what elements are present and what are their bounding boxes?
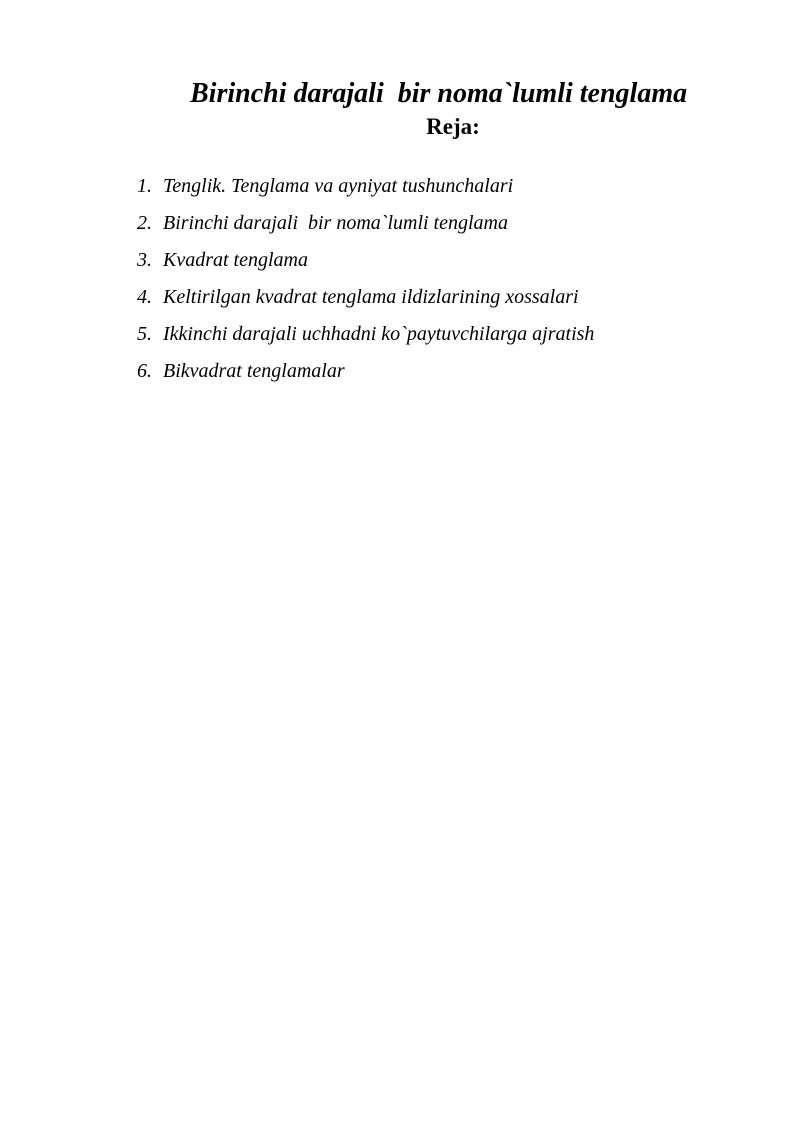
- plan-item: [137, 316, 594, 353]
- plan-item-number: 4.: [137, 286, 152, 308]
- plan-item-text: Tenglik. Tenglama va ayniyat tushunchalari: [163, 175, 514, 197]
- plan-item: [137, 279, 594, 316]
- plan-item-text: Bikvadrat tenglamalar: [163, 360, 345, 382]
- plan-item-text: Ikkinchi darajali uchhadni ko`paytuvchilarga ajratish: [163, 323, 595, 345]
- plan-item-text: Kvadrat tenglama: [163, 249, 308, 271]
- plan-item: [137, 205, 594, 242]
- plan-item: [137, 242, 594, 279]
- plan-item-text: Keltirilgan kvadrat tenglama ildizlarining xossalari: [163, 286, 579, 308]
- plan-item-number: 5.: [137, 323, 152, 345]
- plan-list: [137, 168, 594, 390]
- plan-item-number: 2.: [137, 212, 152, 234]
- plan-item-text: Birinchi darajali bir noma`lumli tenglama: [163, 212, 508, 234]
- plan-item-number: 3.: [137, 249, 152, 271]
- plan-heading: Reja:: [426, 114, 480, 139]
- document-title: Birinchi darajali bir noma`lumli tenglama: [190, 78, 688, 109]
- plan-item-number: 1.: [137, 175, 152, 197]
- plan-item: [137, 353, 594, 390]
- plan-item-number: 6.: [137, 360, 152, 382]
- plan-item: [137, 168, 594, 205]
